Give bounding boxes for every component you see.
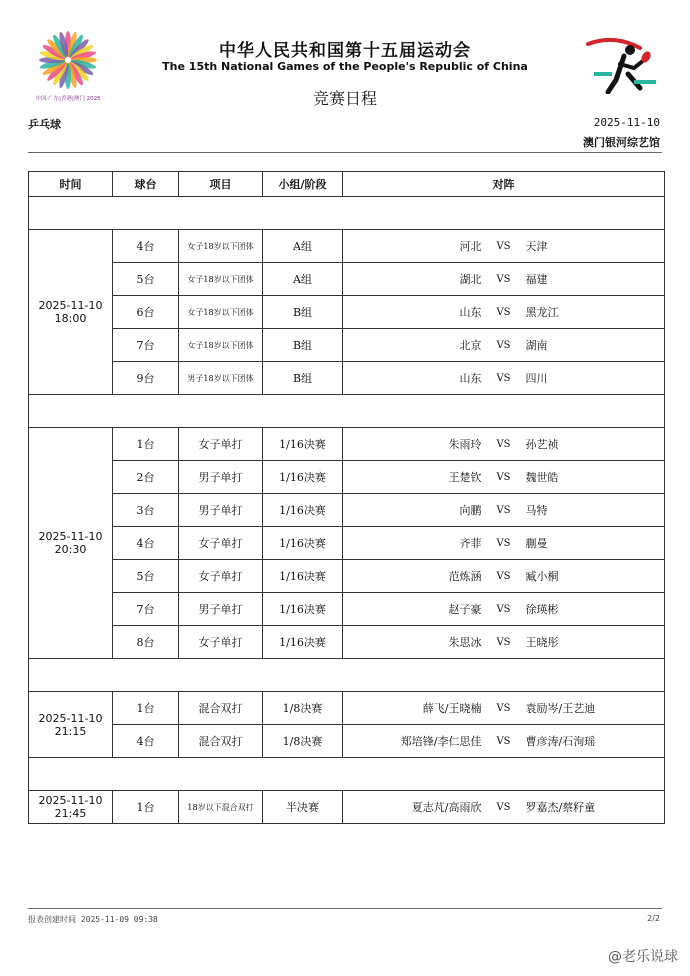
- time-clock: 20:30: [54, 543, 87, 556]
- match-cell: [343, 263, 665, 296]
- table-number: 1台: [113, 791, 179, 824]
- match-cell: [343, 362, 665, 395]
- col-header-event: 项目: [179, 172, 263, 197]
- event-name: 女子18岁以下团体: [179, 296, 263, 329]
- page-title-en: The 15th National Games of the People's Republic of China: [162, 60, 528, 73]
- match-cell: [343, 593, 665, 626]
- col-header-table: 球台: [113, 172, 179, 197]
- home-player: 山东: [459, 372, 482, 385]
- schedule-table: [28, 171, 665, 824]
- time-date: 2025-11-10: [38, 530, 103, 543]
- match-cell: [343, 725, 665, 758]
- col-header-time: 时间: [29, 172, 113, 197]
- vs-label: VS: [496, 339, 511, 351]
- col-header-stage: 小组/阶段: [263, 172, 343, 197]
- vs-label: VS: [496, 504, 511, 516]
- page-subtitle: 竞赛日程: [312, 89, 377, 108]
- table-number: 7台: [113, 593, 179, 626]
- report-created-time: 报表创建时间 2025-11-09 09:38: [28, 915, 158, 924]
- away-player: 臧小桐: [525, 570, 559, 583]
- stage: 1/16决赛: [263, 494, 343, 527]
- table-row: [29, 527, 665, 560]
- home-player: 湖北: [459, 273, 482, 286]
- time-cell: [29, 230, 113, 395]
- vs-label: VS: [496, 273, 511, 285]
- home-player: 范炼涵: [448, 570, 482, 583]
- table-row: [29, 725, 665, 758]
- match-cell: [343, 461, 665, 494]
- stage: 半决赛: [263, 791, 343, 824]
- table-row: [29, 494, 665, 527]
- away-player: 王晓彤: [525, 636, 559, 649]
- match-cell: [343, 494, 665, 527]
- table-number: 4台: [113, 230, 179, 263]
- page-title: 中华人民共和国第十五届运动会: [219, 41, 471, 61]
- event-name: 女子18岁以下团体: [179, 230, 263, 263]
- vs-label: VS: [496, 636, 511, 648]
- home-player: 山东: [459, 306, 482, 319]
- time-date: 2025-11-10: [38, 711, 103, 725]
- vs-label: VS: [496, 537, 511, 549]
- home-player: 赵子豪: [448, 603, 482, 616]
- table-number: 1台: [113, 692, 179, 725]
- stage: 1/16决赛: [263, 527, 343, 560]
- event-name: 女子单打: [179, 626, 263, 659]
- stage: 1/8决赛: [263, 725, 343, 758]
- col-header-match: 对阵: [343, 172, 665, 197]
- table-number: 4台: [113, 725, 179, 758]
- header-divider: [28, 152, 662, 153]
- table-row: [29, 263, 665, 296]
- stage: A组: [263, 263, 343, 296]
- event-name: 男子单打: [179, 461, 263, 494]
- table-row: [29, 692, 665, 725]
- stage: 1/16决赛: [263, 593, 343, 626]
- table-row: [29, 626, 665, 659]
- sport-label: 乒乓球: [28, 118, 61, 131]
- stage: B组: [263, 362, 343, 395]
- event-name: 女子18岁以下团体: [179, 329, 263, 362]
- away-player: 四川: [525, 372, 548, 385]
- stage: 1/8决赛: [263, 692, 343, 725]
- away-player: 袁励岑/王艺迪: [525, 702, 596, 715]
- home-player: 朱思冰: [448, 636, 482, 649]
- stage: 1/16决赛: [263, 560, 343, 593]
- stage: 1/16决赛: [263, 461, 343, 494]
- table-row: [29, 230, 665, 263]
- vs-label: VS: [496, 735, 511, 747]
- away-player: 罗嘉杰/蔡籽童: [525, 801, 596, 814]
- table-number: 8台: [113, 626, 179, 659]
- away-player: 湖南: [525, 339, 548, 352]
- event-name: 女子单打: [179, 527, 263, 560]
- event-name: 男子18岁以下团体: [179, 362, 263, 395]
- table-number: 7台: [113, 329, 179, 362]
- table-row: [29, 593, 665, 626]
- match-cell: [343, 527, 665, 560]
- time-clock: 18:00: [54, 312, 87, 325]
- away-player: 福建: [525, 273, 548, 286]
- away-player: 魏世皓: [525, 471, 559, 484]
- match-cell: [343, 296, 665, 329]
- away-player: 蒯曼: [525, 537, 548, 550]
- logo-caption: 中国·广东|香港|澳门 2025: [35, 96, 101, 102]
- vs-label: VS: [496, 570, 511, 582]
- stage: 1/16决赛: [263, 428, 343, 461]
- time-cell: [29, 791, 113, 824]
- schedule-date: 2025-11-10: [593, 116, 660, 129]
- home-player: 北京: [459, 339, 482, 352]
- time-cell: [29, 428, 113, 659]
- table-row: [29, 560, 665, 593]
- time-clock: 21:15: [54, 724, 87, 738]
- away-player: 黑龙江: [525, 306, 559, 319]
- time-date: 2025-11-10: [38, 299, 103, 312]
- vs-label: VS: [496, 438, 511, 450]
- table-tennis-pictogram-icon: [584, 36, 658, 94]
- home-player: 夏志芃/高雨欣: [411, 801, 482, 814]
- away-player: 孙艺祯: [525, 438, 559, 451]
- table-row: [29, 461, 665, 494]
- table-header-row: [29, 172, 665, 197]
- vs-label: VS: [496, 603, 511, 615]
- table-row: [29, 428, 665, 461]
- table-row: [29, 296, 665, 329]
- event-name: 男子单打: [179, 494, 263, 527]
- match-cell: [343, 560, 665, 593]
- away-player: 曹彦涛/石洵瑶: [525, 735, 596, 748]
- stage: A组: [263, 230, 343, 263]
- away-player: 马特: [525, 504, 548, 517]
- venue-name: 澳门银河综艺馆: [583, 136, 660, 149]
- stage: B组: [263, 296, 343, 329]
- away-player: 天津: [525, 240, 548, 253]
- time-date: 2025-11-10: [38, 794, 103, 807]
- home-player: 齐菲: [459, 537, 482, 550]
- table-number: 1台: [113, 428, 179, 461]
- home-player: 郑培锋/李仁思佳: [400, 735, 482, 748]
- home-player: 向鹏: [459, 504, 482, 517]
- table-number: 2台: [113, 461, 179, 494]
- event-name: 女子单打: [179, 560, 263, 593]
- footer-divider: [28, 908, 662, 909]
- home-player: 朱雨玲: [448, 438, 482, 451]
- home-player: 薛飞/王晓楠: [422, 702, 482, 715]
- event-name: 女子单打: [179, 428, 263, 461]
- event-name: 男子单打: [179, 593, 263, 626]
- home-player: 河北: [459, 240, 482, 253]
- table-number: 6台: [113, 296, 179, 329]
- match-cell: [343, 428, 665, 461]
- table-row: [29, 791, 665, 824]
- table-number: 4台: [113, 527, 179, 560]
- stage: B组: [263, 329, 343, 362]
- table-number: 3台: [113, 494, 179, 527]
- event-name: 女子18岁以下团体: [179, 263, 263, 296]
- vs-label: VS: [496, 702, 511, 714]
- match-cell: [343, 692, 665, 725]
- event-name: 混合双打: [179, 692, 263, 725]
- page-number: 2/2: [647, 914, 660, 923]
- time-clock: 21:45: [54, 807, 87, 820]
- table-row: [29, 329, 665, 362]
- table-number: 9台: [113, 362, 179, 395]
- home-player: 王楚钦: [448, 471, 482, 484]
- table-number: 5台: [113, 263, 179, 296]
- vs-label: VS: [496, 306, 511, 318]
- stage: 1/16决赛: [263, 626, 343, 659]
- event-name: 18岁以下混合双打: [179, 791, 263, 824]
- table-number: 5台: [113, 560, 179, 593]
- table-row: [29, 362, 665, 395]
- vs-label: VS: [496, 372, 511, 384]
- vs-label: VS: [496, 801, 511, 813]
- event-name: 混合双打: [179, 725, 263, 758]
- vs-label: VS: [496, 240, 511, 252]
- vs-label: VS: [496, 471, 511, 483]
- match-cell: [343, 329, 665, 362]
- match-cell: [343, 791, 665, 824]
- away-player: 徐瑛彬: [525, 603, 559, 616]
- time-cell: [29, 692, 113, 758]
- watermark: @老乐说球: [608, 949, 678, 965]
- match-cell: [343, 230, 665, 263]
- match-cell: [343, 626, 665, 659]
